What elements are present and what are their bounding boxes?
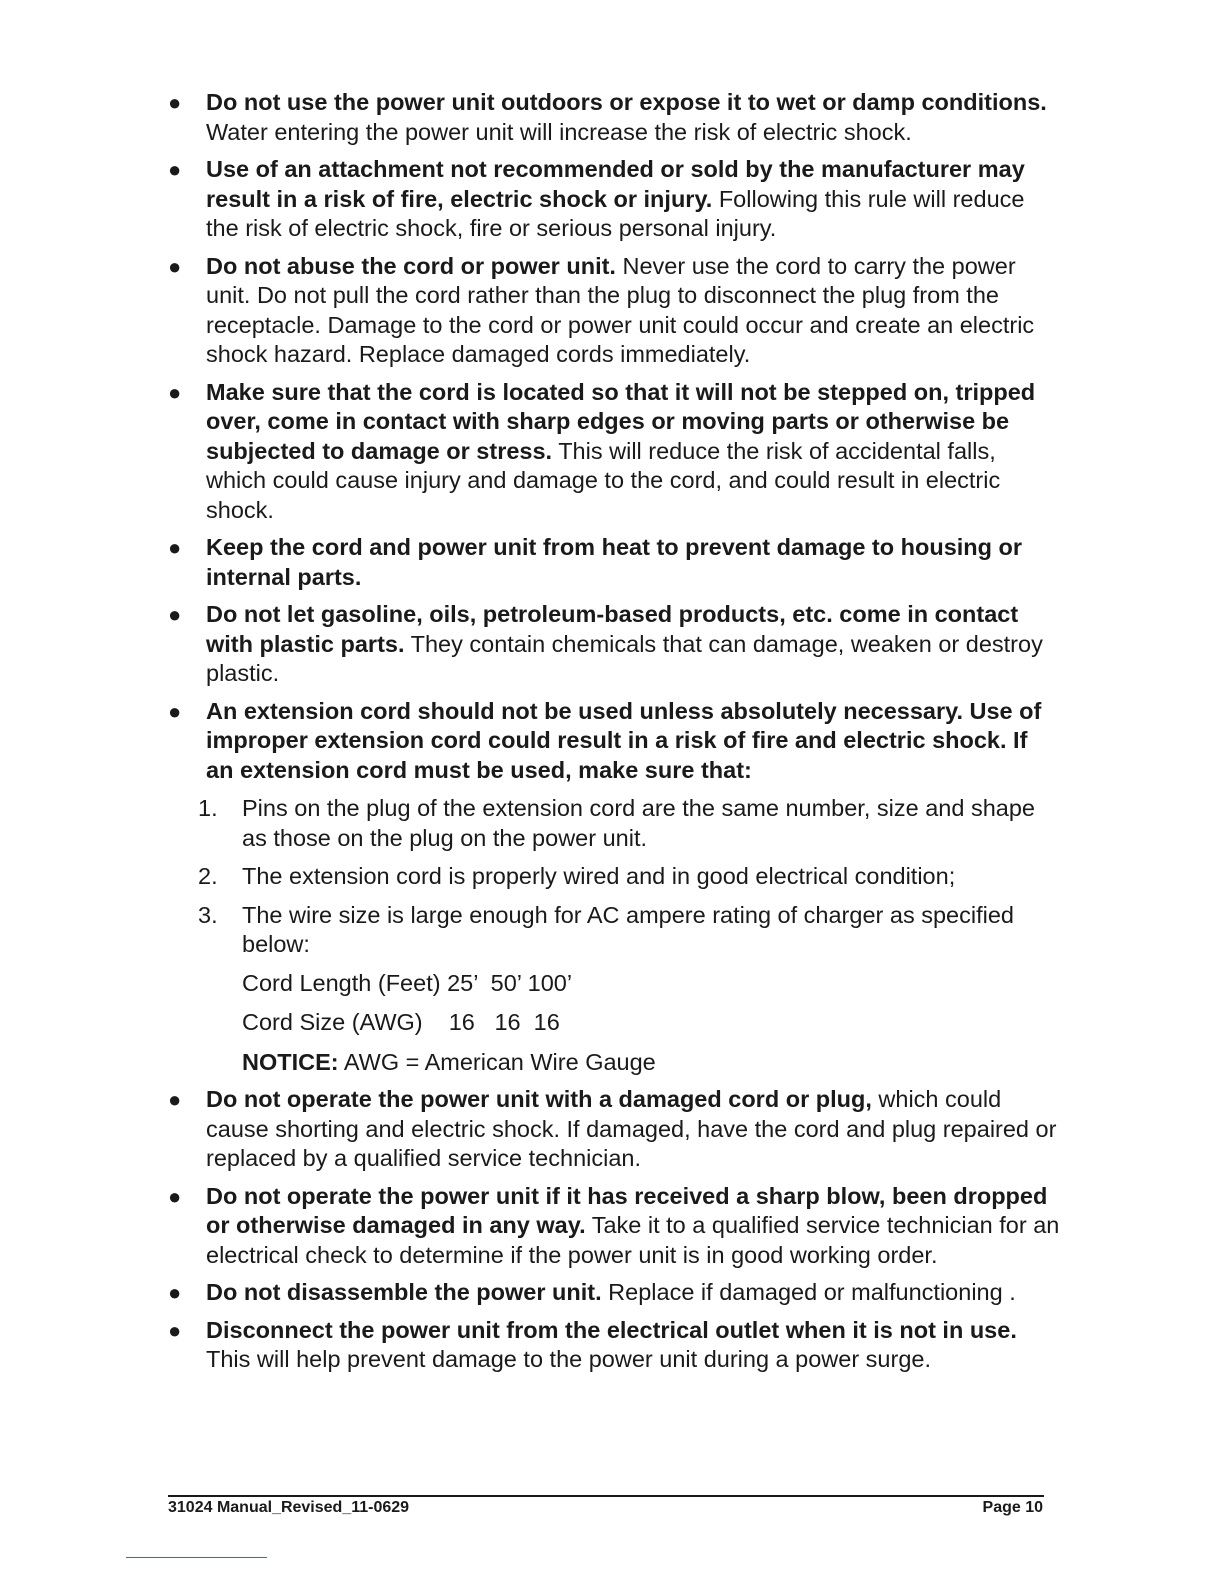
rule-text: This will reduce the risk of accidental falls, which could cause injury and damage to the cord, and could result in electric shock. [206, 437, 1001, 523]
notice-text: AWG = American Wire Gauge [338, 1048, 656, 1075]
condition-number: 3. [198, 901, 218, 928]
rule-heading: Disconnect the power unit from the electrical outlet when it is not in use. [206, 1316, 1017, 1343]
condition-number: 1. [198, 795, 218, 821]
bullet-icon: ● [168, 535, 182, 560]
notice [242, 1048, 1060, 1078]
safety-rules-list [160, 88, 1060, 1383]
condition-text: The wire size is large enough for AC ampere rating of charger as specified below: [242, 901, 1014, 957]
bullet-icon: ● [168, 698, 182, 724]
page-number: Page 10 [982, 1499, 1043, 1516]
rule-text: which could cause shorting and electric shock. If damaged, have the cord and plug repaired or replaced by a qualified service technician. [206, 1086, 1057, 1171]
rule-heading: Do not use the power unit outdoors or expose it to wet or damp conditions. [206, 89, 1047, 115]
list-item [160, 378, 1060, 526]
rule-heading: Use of an attachment not recommended or sold by the manufacturer may result in a risk of fire, electric shock or injury. [206, 156, 1025, 212]
rule-heading: Do not abuse the cord or power unit. [206, 252, 616, 279]
condition-item [198, 794, 1060, 853]
rule-text: Never use the cord to carry the power unit. Do not pull the cord rather than the plug to disconnect the plug from the receptacle. Damage to the cord or power unit could occur and create an electric shock hazard. Replace damaged cords immediately. [206, 252, 1035, 367]
condition-text: The extension cord is properly wired and in good electrical condition; [242, 863, 956, 889]
list-item [160, 1316, 1060, 1375]
bullet-icon: ● [168, 1280, 182, 1305]
rule-heading: Do not disassemble the power unit. [206, 1279, 602, 1305]
rule-heading: An extension cord should not be used unless absolutely necessary. Use of improper extension cord could result in a risk of fire and electric shock. If an extension cord must be used, make sure that: [206, 697, 1042, 783]
list-item [160, 1182, 1060, 1271]
condition-item [198, 862, 1060, 892]
list-item [160, 252, 1060, 370]
scan-artifact-line [126, 1557, 267, 1558]
bullet-icon: ● [168, 379, 182, 405]
rule-text: Take it to a qualified service technician for an electrical check to determine if the power unit is in good working order. [206, 1212, 1060, 1268]
condition-number: 2. [198, 863, 218, 889]
rule-text: Water entering the power unit will increase the risk of electric shock. [206, 118, 912, 145]
bullet-icon: ● [168, 157, 182, 182]
rule-text: Replace if damaged or malfunctioning . [601, 1279, 1016, 1305]
cord-size-row: Cord Size (AWG) 16 16 16 [242, 1009, 560, 1035]
rule-heading: Do not let gasoline, oils, petroleum-based products, etc. come in contact with plastic parts. [206, 601, 1019, 657]
rule-heading: Make sure that the cord is located so that it will not be stepped on, tripped over, come in contact with sharp edges or moving parts or otherwise be subjected to damage or stress. [206, 378, 1036, 464]
list-item [160, 1085, 1060, 1174]
list-item [160, 533, 1060, 592]
condition-text: Pins on the plug of the extension cord are the same number, size and shape as those on the plug on the power unit. [242, 795, 1035, 851]
cord-size-table [242, 969, 1060, 1038]
rule-text: This will help prevent damage to the power unit during a power surge. [206, 1346, 931, 1372]
rule-heading: Do not operate the power unit with a damaged cord or plug, [206, 1086, 872, 1112]
bullet-icon: ● [168, 602, 182, 627]
extension-cord-conditions [198, 794, 1060, 960]
rule-text: They contain chemicals that can damage, weaken or destroy plastic. [206, 630, 1043, 686]
list-item [160, 88, 1060, 147]
bullet-icon: ● [168, 1317, 182, 1343]
document-id: 31024 Manual_Revised_11-0629 [168, 1499, 410, 1516]
bullet-icon: ● [168, 1183, 182, 1209]
list-item [160, 697, 1060, 1078]
rule-text: Following this rule will reduce the risk of electric shock, fire or serious personal injury. [206, 185, 1025, 241]
condition-item [198, 901, 1060, 960]
cord-length-row: Cord Length (Feet) 25’ 50’ 100’ [242, 969, 573, 996]
list-item [160, 1278, 1060, 1308]
rule-heading: Keep the cord and power unit from heat to prevent damage to housing or internal parts. [206, 534, 1023, 590]
footer-divider [168, 1495, 1044, 1497]
bullet-icon: ● [168, 1087, 182, 1112]
list-item [160, 155, 1060, 244]
notice-label: NOTICE: [242, 1048, 339, 1075]
bullet-icon: ● [168, 90, 182, 115]
rule-heading: Do not operate the power unit if it has received a sharp blow, been dropped or otherwise damaged in any way. [206, 1182, 1048, 1238]
bullet-icon: ● [168, 253, 182, 279]
list-item [160, 600, 1060, 689]
